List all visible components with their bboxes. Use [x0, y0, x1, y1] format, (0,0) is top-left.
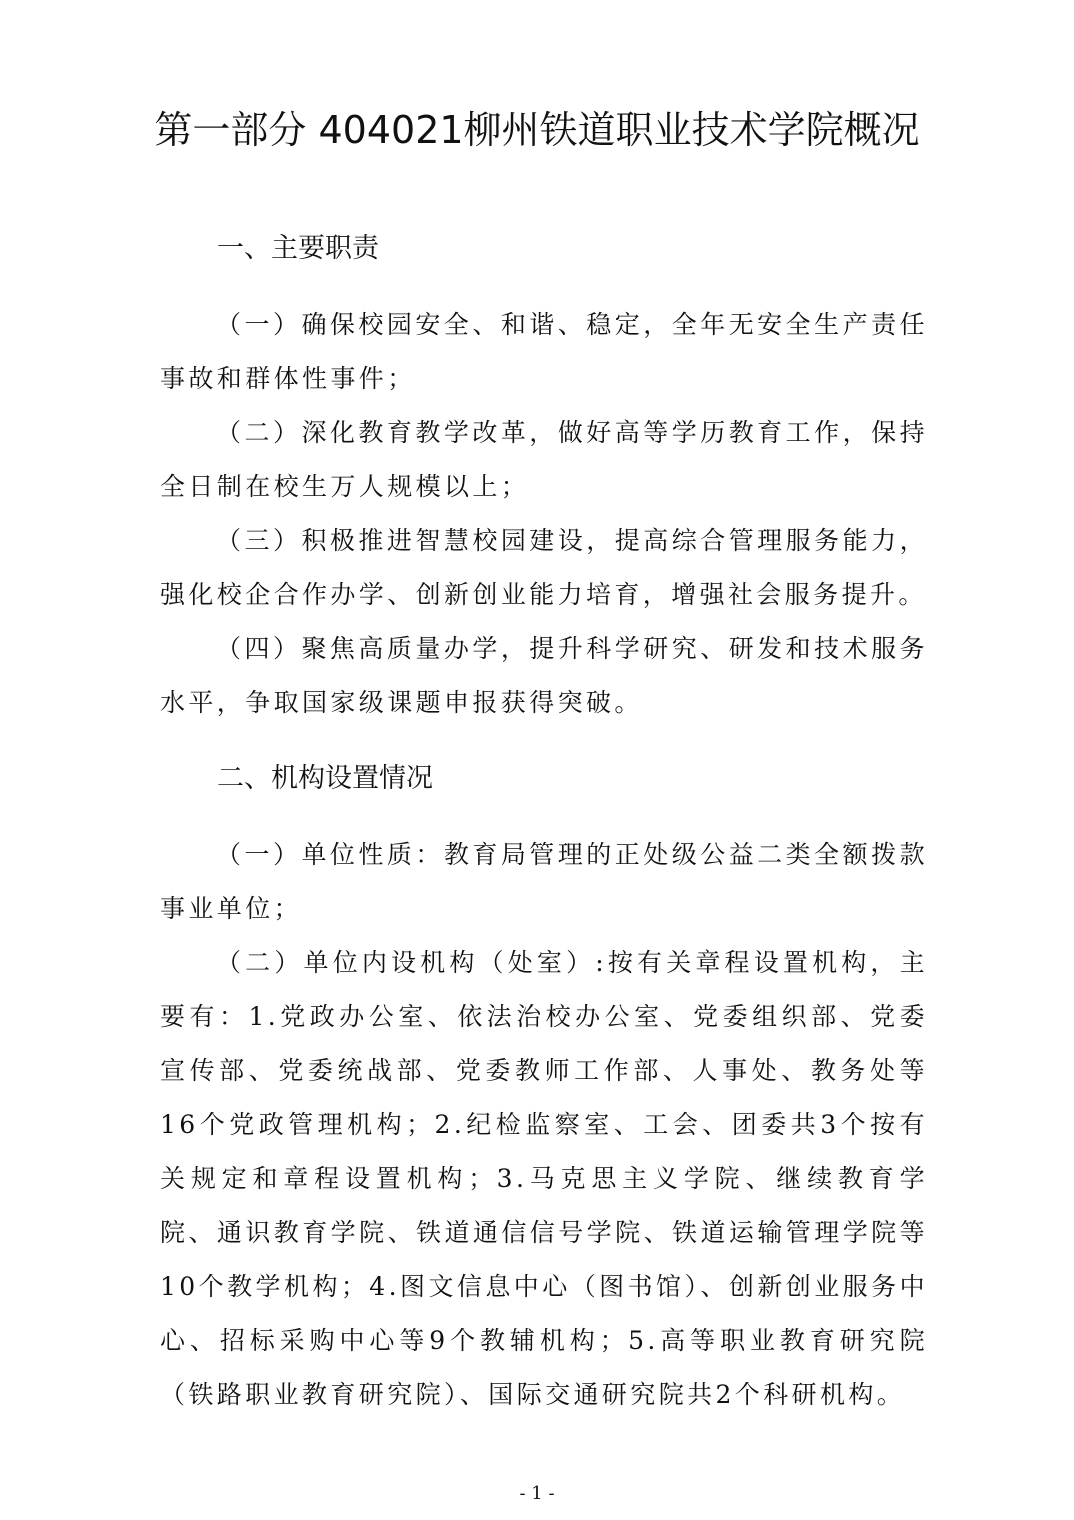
org-paragraph-1: （一）单位性质：教育局管理的正处级公益二类全额拨款事业单位；: [160, 840, 928, 923]
duty-paragraph-2: （二）深化教育教学改革，做好高等学历教育工作，保持全日制在校生万人规模以上；: [160, 418, 928, 501]
page-title: 第一部分 404021柳州铁道职业技术学院概况: [154, 108, 920, 152]
duty-paragraph-1: （一）确保校园安全、和谐、稳定，全年无安全生产责任事故和群体性事件；: [160, 310, 928, 393]
duty-paragraph-3: （三）积极推进智慧校园建设，提高综合管理服务能力，强化校企合作办学、创新创业能力培育，增强社会服务提升。: [160, 526, 928, 609]
page-number: - 1 -: [519, 1483, 555, 1504]
duty-paragraph-4: （四）聚焦高质量办学，提升科学研究、研发和技术服务水平，争取国家级课题申报获得突破。: [160, 634, 928, 717]
section-heading-main-duties: 一、主要职责: [217, 233, 379, 264]
section-heading-organization: 二、机构设置情况: [217, 763, 433, 794]
org-paragraph-2: （二）单位内设机构（处室）:按有关章程设置机构，主要有：1.党政办公室、依法治校办公室、党委组织部、党委宣传部、党委统战部、党委教师工作部、人事处、教务处等16个党政管理机构；2.纪检监察室、工会、团委共3个按有关规定和章程设置机构；3.马克思主义学院、继续教育学院、通识教育学院、铁道通信信号学院、铁道运输管理学院等10个教学机构；4.图文信息中心（图书馆）、创新创业服务中心、招标采购中心等9个教辅机构；5.高等职业教育研究院（铁路职业教育研究院）、国际交通研究院共2个科研机构。: [160, 948, 928, 1409]
